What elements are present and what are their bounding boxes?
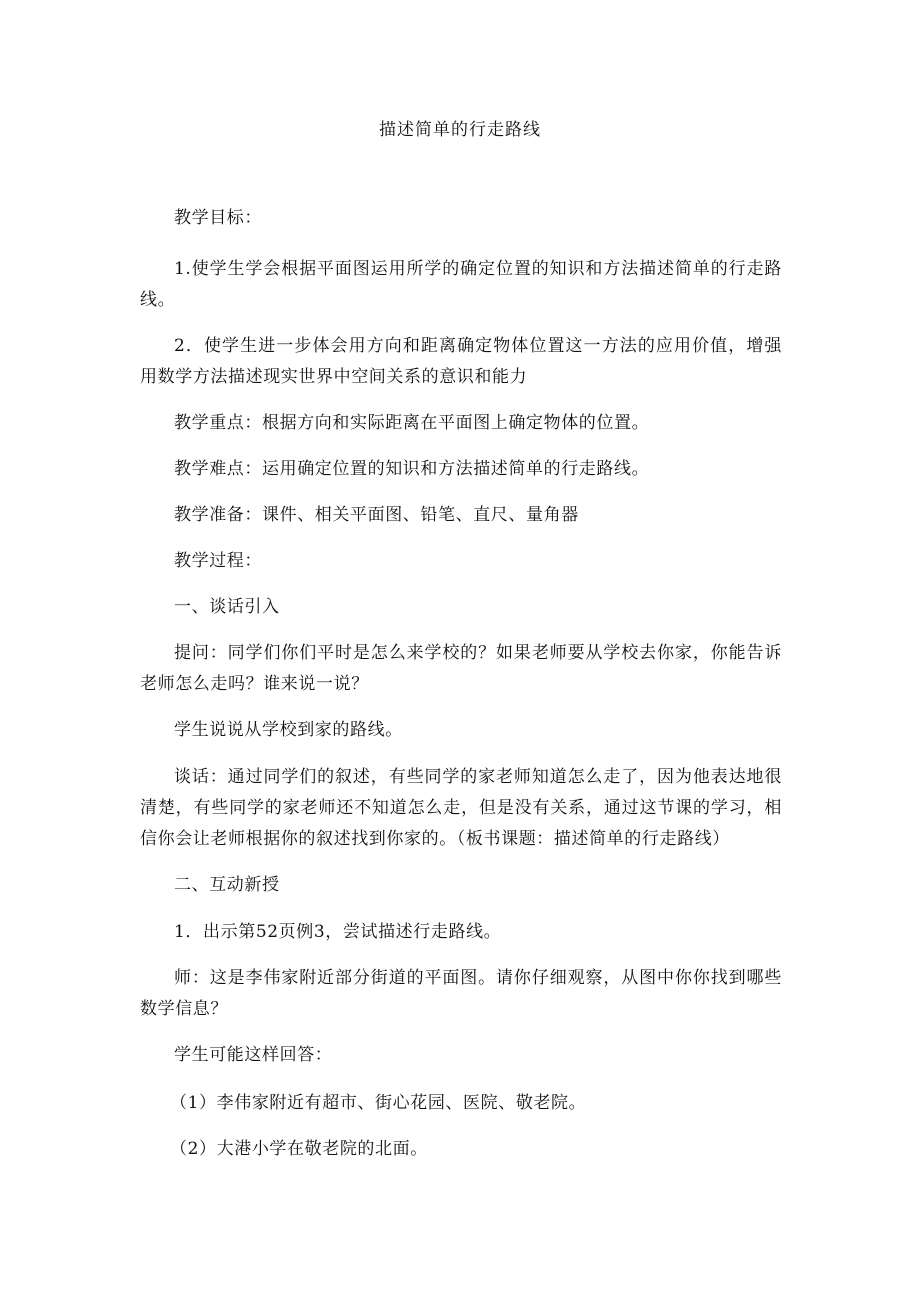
paragraph-question — [140, 638, 782, 700]
paragraph: 教学难点：运用确定位置的知识和方法描述简单的行走路线。 — [174, 459, 650, 479]
paragraph-example — [140, 917, 782, 948]
paragraph-teacher-prompt — [140, 963, 782, 1025]
paragraph: 1．出示第52页例3，尝试描述行走路线。 — [174, 922, 502, 942]
paragraph-difficulty — [140, 454, 782, 485]
paragraph-student-answers-intro — [140, 1040, 782, 1071]
section-heading-new-lesson — [140, 870, 782, 901]
paragraph: 师：这是李伟家附近部分街道的平面图。请你仔细观察，从图中你你找到哪些数学信息？ — [140, 968, 782, 1019]
paragraph: 提问：同学们你们平时是怎么来学校的？如果老师要从学校去你家，你能告诉老师怎么走吗？谁来说一说？ — [140, 643, 782, 694]
paragraph: 教学重点：根据方向和实际距离在平面图上确定物体的位置。 — [174, 413, 650, 433]
paragraph: （2）大港小学在敬老院的北面。 — [170, 1139, 428, 1159]
paragraph: 学生说说从学校到家的路线。 — [174, 720, 403, 740]
paragraph-process-heading — [140, 546, 782, 577]
paragraph-objective-1 — [140, 254, 782, 316]
paragraph-key-point — [140, 408, 782, 439]
paragraph: 学生可能这样回答： — [174, 1045, 333, 1065]
paragraph: 二、互动新授 — [174, 875, 280, 895]
paragraph: 2．使学生进一步体会用方向和距离确定物体位置这一方法的应用价值，增强用数学方法描述现实世界中空间关系的意识和能力 — [140, 336, 782, 387]
paragraph: 一、谈话引入 — [174, 597, 280, 617]
paragraph-objective-2 — [140, 331, 782, 393]
paragraph: 谈话：通过同学们的叙述，有些同学的家老师知道怎么走了，因为他表达地很清楚，有些同学的家老师还不知道怎么走，但是没有关系，通过这节课的学习，相信你会让老师根据你的叙述找到你家的。（板书课题：描述简单的行走路线） — [140, 767, 782, 849]
paragraph: （1）李伟家附近有超市、街心花园、医院、敬老院。 — [170, 1093, 587, 1113]
paragraph: 教学过程： — [174, 551, 262, 571]
document-title: 描述简单的行走路线 — [379, 120, 541, 140]
paragraph: 1.使学生学会根据平面图运用所学的确定位置的知识和方法描述简单的行走路线。 — [140, 259, 782, 310]
paragraph: 教学目标： — [174, 208, 262, 228]
paragraph-student-route — [140, 715, 782, 746]
paragraph-objectives-heading — [140, 203, 782, 234]
paragraph: 教学准备：课件、相关平面图、铅笔、直尺、量角器 — [174, 505, 579, 525]
paragraph-preparation — [140, 500, 782, 531]
paragraph-talk — [140, 762, 782, 855]
section-heading-intro — [140, 592, 782, 623]
paragraph-answer-1 — [140, 1088, 782, 1119]
paragraph-answer-2 — [140, 1134, 782, 1165]
